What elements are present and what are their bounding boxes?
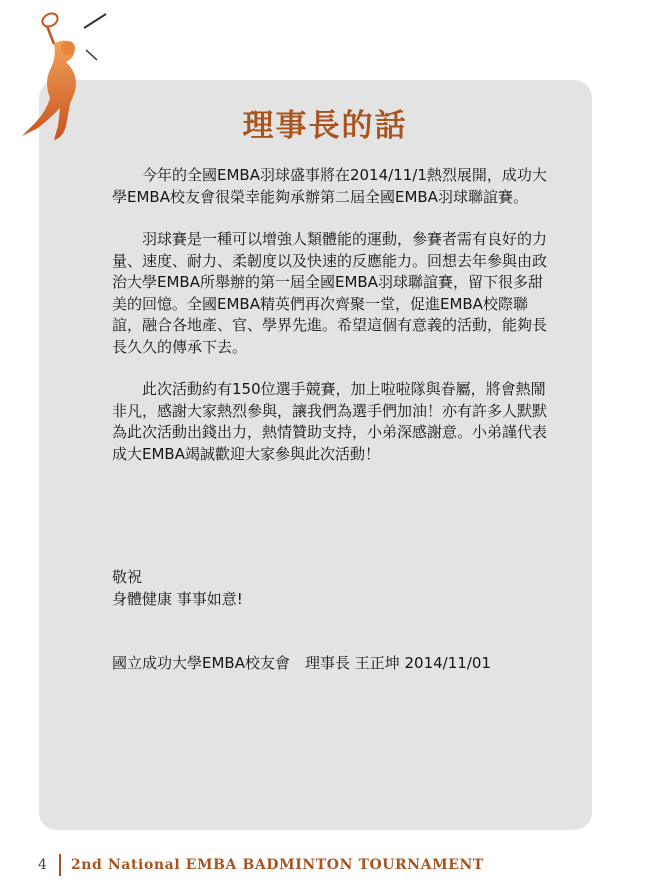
page-number: 4	[38, 857, 47, 873]
letter-body	[112, 165, 552, 486]
signature: 國立成功大學EMBA校友會 理事長 王正坤 2014/11/01	[112, 654, 491, 672]
paragraph-2: 羽球賽是一種可以增強人類體能的運動，參賽者需有良好的力量、速度、耐力、柔韌度以及快速的反應能力。回想去年參與由政治大學EMBA所舉辦的第一屆全國EMBA羽球聯誼賽，留下很多甜美的回憶。全國EMBA精英們再次齊聚一堂，促進EMBA校際聯誼，融合各地產、官、學界先進。希望這個有意義的活動，能夠長長久久的傳承下去。	[112, 230, 548, 356]
paragraph-3: 此次活動約有150位選手競賽，加上啦啦隊與眷屬，將會熱鬧非凡，感謝大家熱烈參與，讓我們為選手們加油！亦有許多人默默為此次活動出錢出力，熱情贊助支持，小弟深感謝意。小弟謹代表成大EMBA竭誠歡迎大家參與此次活動！	[112, 380, 548, 463]
closing-greeting	[112, 567, 243, 610]
footer-divider	[59, 854, 61, 876]
footer-title: 2nd National EMBA BADMINTON TOURNAMENT	[70, 857, 484, 873]
page-title: 理事長的話	[242, 108, 408, 144]
page-footer	[38, 853, 484, 877]
paragraph-1: 今年的全國EMBA羽球盛事將在2014/11/1熱烈展開，成功大學EMBA校友會很榮幸能夠承辦第二屆全國EMBA羽球聯誼賽。	[112, 166, 547, 206]
closing-line-1: 敬祝	[112, 568, 143, 586]
closing-line-2: 身體健康 事事如意!	[112, 589, 243, 608]
